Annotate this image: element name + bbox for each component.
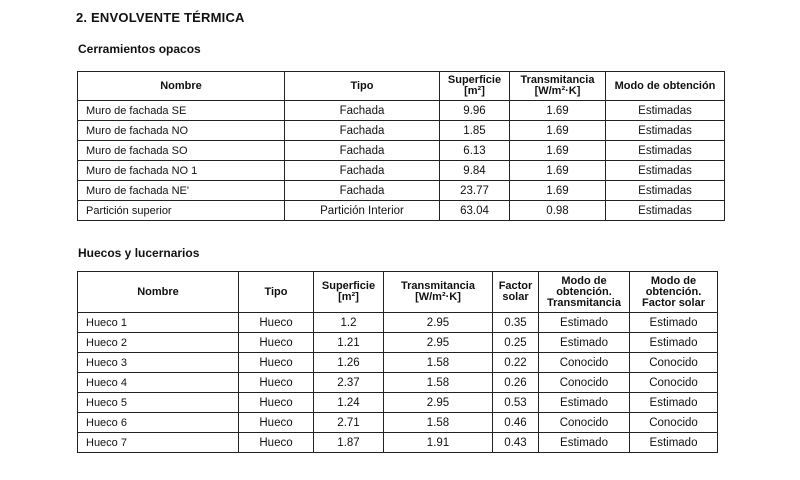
cell-tipo: Fachada <box>285 121 440 141</box>
cell-superficie: 1.2 <box>314 313 384 333</box>
cell-transmitancia: 1.58 <box>384 373 493 393</box>
col-header-modo-transmitancia <box>539 272 630 313</box>
cell-transmitancia: 1.91 <box>384 433 493 453</box>
cell-modo: Estimadas <box>606 181 725 201</box>
table-row <box>78 373 718 393</box>
cell-modo: Estimadas <box>606 121 725 141</box>
cell-transmitancia: 1.69 <box>510 141 606 161</box>
table-row <box>78 353 718 373</box>
col-header-transmitancia-line2: [W/m²·K] <box>534 85 581 97</box>
col-header-nombre: Nombre <box>78 72 285 101</box>
col-header-superficie-line2: [m²] <box>338 291 359 303</box>
cell-modo: Estimadas <box>606 141 725 161</box>
col-header-transmitancia-line1: Transmitancia <box>401 280 475 292</box>
cell-nombre: Hueco 6 <box>78 413 239 433</box>
col-header-modo-trans-line2: obtención. <box>556 285 612 298</box>
huecos-title: Huecos y lucernarios <box>78 246 200 260</box>
col-header-tipo: Tipo <box>239 272 314 313</box>
col-header-tipo: Tipo <box>285 72 440 101</box>
cell-nombre: Hueco 2 <box>78 333 239 353</box>
cell-transmitancia: 1.69 <box>510 101 606 121</box>
cell-tipo: Fachada <box>285 181 440 201</box>
table-row <box>78 433 718 453</box>
cell-factor: 0.22 <box>493 353 539 373</box>
cell-nombre: Muro de fachada NO <box>78 121 285 141</box>
opacos-title: Cerramientos opacos <box>78 42 201 56</box>
cell-modo: Estimadas <box>606 101 725 121</box>
cell-superficie: 2.37 <box>314 373 384 393</box>
col-header-modo-trans-line3: Transmitancia <box>547 296 621 309</box>
col-header-modo: Modo de obtención <box>606 72 725 101</box>
section-title: 2. ENVOLVENTE TÉRMICA <box>76 10 245 25</box>
cell-superficie: 1.87 <box>314 433 384 453</box>
cell-superficie: 9.84 <box>440 161 510 181</box>
cell-modo-factor: Conocido <box>630 413 718 433</box>
cell-modo-factor: Estimado <box>630 333 718 353</box>
cell-transmitancia: 1.58 <box>384 413 493 433</box>
col-header-superficie <box>440 72 510 101</box>
cell-transmitancia: 0.98 <box>510 201 606 221</box>
cell-factor: 0.46 <box>493 413 539 433</box>
cell-modo-trans: Conocido <box>539 353 630 373</box>
col-header-modo-trans-line1: Modo de <box>561 274 607 287</box>
cell-transmitancia: 1.69 <box>510 121 606 141</box>
cell-modo-factor: Conocido <box>630 373 718 393</box>
cell-modo-factor: Conocido <box>630 353 718 373</box>
cell-modo-trans: Estimado <box>539 433 630 453</box>
cell-modo-factor: Estimado <box>630 433 718 453</box>
cell-tipo: Hueco <box>239 353 314 373</box>
cell-tipo: Hueco <box>239 373 314 393</box>
cell-modo-factor: Estimado <box>630 393 718 413</box>
cell-superficie: 9.96 <box>440 101 510 121</box>
cell-tipo: Fachada <box>285 101 440 121</box>
cell-tipo: Hueco <box>239 393 314 413</box>
col-header-superficie <box>314 272 384 313</box>
cell-modo-trans: Conocido <box>539 413 630 433</box>
cell-transmitancia: 2.95 <box>384 333 493 353</box>
cell-transmitancia: 2.95 <box>384 313 493 333</box>
cell-modo-trans: Estimado <box>539 333 630 353</box>
cell-superficie: 1.21 <box>314 333 384 353</box>
cell-superficie: 1.26 <box>314 353 384 373</box>
col-header-superficie-line1: Superficie <box>447 74 502 86</box>
cell-transmitancia: 1.69 <box>510 161 606 181</box>
cell-transmitancia: 1.58 <box>384 353 493 373</box>
cell-modo: Estimadas <box>606 201 725 221</box>
cell-nombre: Muro de fachada NO 1 <box>78 161 285 181</box>
table-row <box>78 141 725 161</box>
col-header-factor-line1: Factor <box>498 280 533 292</box>
cell-superficie: 1.85 <box>440 121 510 141</box>
cell-factor: 0.43 <box>493 433 539 453</box>
cell-superficie: 63.04 <box>440 201 510 221</box>
cell-factor: 0.35 <box>493 313 539 333</box>
cell-modo-trans: Estimado <box>539 393 630 413</box>
col-header-transmitancia <box>384 272 493 313</box>
cell-superficie: 6.13 <box>440 141 510 161</box>
cell-tipo: Partición Interior <box>285 201 440 221</box>
cell-nombre: Muro de fachada SO <box>78 141 285 161</box>
cell-nombre: Hueco 5 <box>78 393 239 413</box>
cell-factor: 0.26 <box>493 373 539 393</box>
cell-factor: 0.25 <box>493 333 539 353</box>
cell-tipo: Fachada <box>285 161 440 181</box>
cell-transmitancia: 2.95 <box>384 393 493 413</box>
cell-modo-trans: Estimado <box>539 313 630 333</box>
cell-transmitancia: 1.69 <box>510 181 606 201</box>
cell-factor: 0.53 <box>493 393 539 413</box>
col-header-superficie-line2: [m²] <box>464 85 485 97</box>
huecos-table <box>77 271 718 453</box>
table-row <box>78 313 718 333</box>
table-row <box>78 333 718 353</box>
cell-tipo: Hueco <box>239 313 314 333</box>
cell-modo-trans: Conocido <box>539 373 630 393</box>
cell-superficie: 23.77 <box>440 181 510 201</box>
opacos-table <box>77 71 725 221</box>
cell-tipo: Fachada <box>285 141 440 161</box>
col-header-modo-factor-line3: Factor solar <box>642 296 705 309</box>
cell-superficie: 2.71 <box>314 413 384 433</box>
cell-nombre: Muro de fachada SE <box>78 101 285 121</box>
huecos-header-row <box>78 272 718 313</box>
cell-tipo: Hueco <box>239 333 314 353</box>
col-header-modo-factor-line1: Modo de <box>650 274 697 287</box>
cell-nombre: Hueco 3 <box>78 353 239 373</box>
col-header-factor-line2: solar <box>502 291 529 303</box>
table-row <box>78 181 725 201</box>
col-header-superficie-line1: Superficie <box>321 280 376 292</box>
cell-nombre: Muro de fachada NE' <box>78 181 285 201</box>
col-header-transmitancia <box>510 72 606 101</box>
col-header-modo-factor <box>630 272 718 313</box>
opacos-header-row <box>78 72 725 101</box>
cell-tipo: Hueco <box>239 433 314 453</box>
cell-modo: Estimadas <box>606 161 725 181</box>
table-row <box>78 161 725 181</box>
cell-nombre: Hueco 1 <box>78 313 239 333</box>
cell-tipo: Hueco <box>239 413 314 433</box>
col-header-modo-factor-line2: obtención. <box>645 285 702 298</box>
cell-nombre: Hueco 4 <box>78 373 239 393</box>
col-header-factor-solar <box>493 272 539 313</box>
table-row <box>78 413 718 433</box>
table-row <box>78 121 725 141</box>
col-header-transmitancia-line2: [W/m²·K] <box>415 291 461 303</box>
cell-nombre: Partición superior <box>78 201 285 221</box>
table-row <box>78 393 718 413</box>
cell-nombre: Hueco 7 <box>78 433 239 453</box>
col-header-nombre: Nombre <box>78 272 239 313</box>
col-header-transmitancia-line1: Transmitancia <box>520 74 595 86</box>
table-row <box>78 101 725 121</box>
cell-superficie: 1.24 <box>314 393 384 413</box>
table-row <box>78 201 725 221</box>
cell-modo-factor: Estimado <box>630 313 718 333</box>
